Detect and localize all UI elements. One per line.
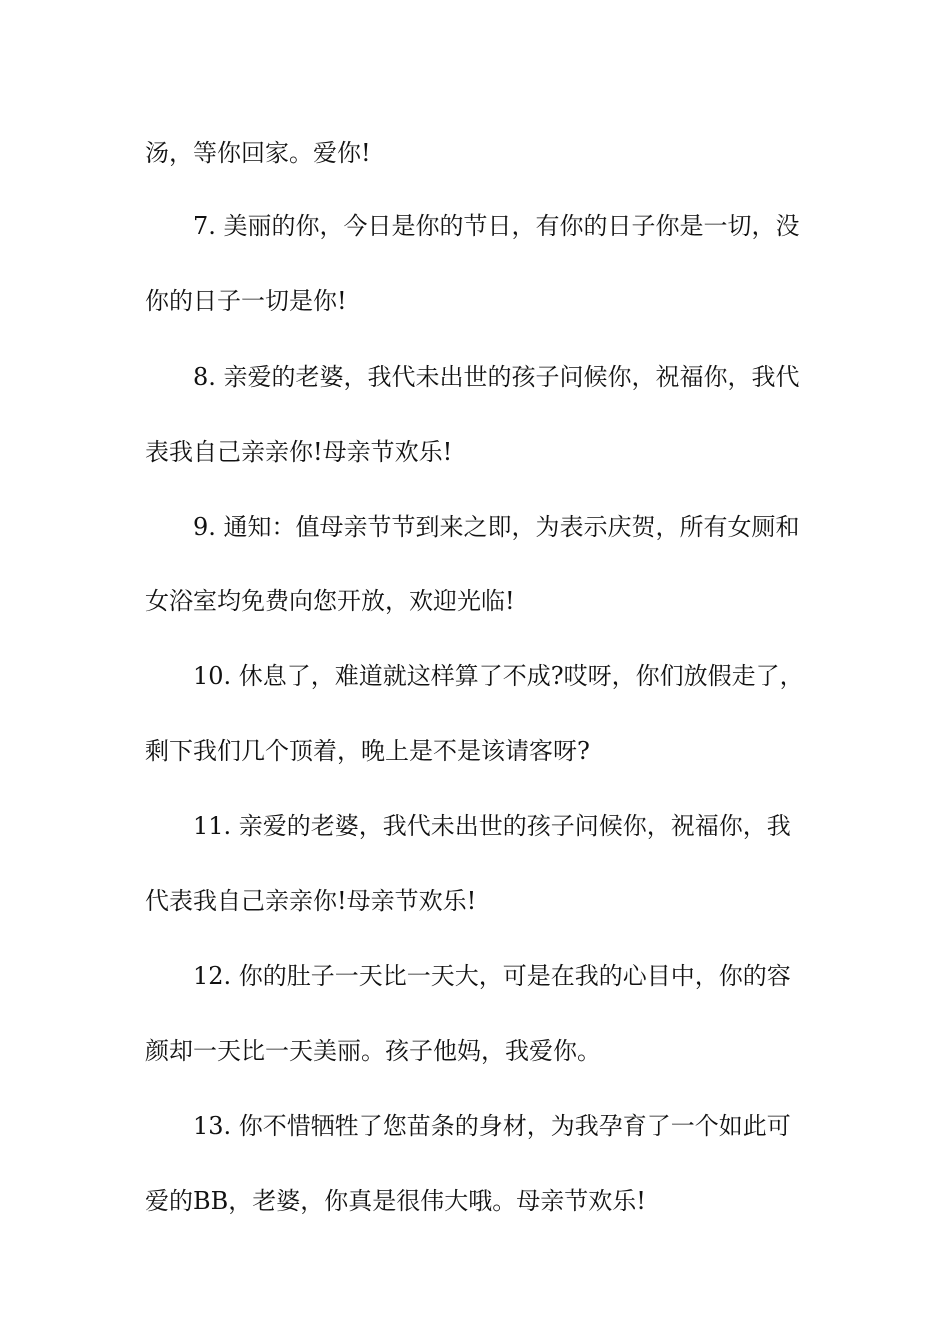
text-line: 爱的BB，老婆，你真是很伟大哦。母亲节欢乐! — [145, 1187, 646, 1215]
text-line: 汤，等你回家。爱你! — [145, 139, 371, 167]
text-line: 10. 休息了，难道就这样算了不成?哎呀，你们放假走了， — [193, 662, 804, 690]
text-line: 12. 你的肚子一天比一天大，可是在我的心目中，你的容 — [193, 962, 791, 990]
text-line: 8. 亲爱的老婆，我代未出世的孩子问候你，祝福你，我代 — [193, 363, 800, 391]
text-line: 女浴室均免费向您开放，欢迎光临! — [145, 587, 515, 615]
text-line: 表我自己亲亲你!母亲节欢乐! — [145, 438, 453, 466]
text-line: 代表我自己亲亲你!母亲节欢乐! — [145, 887, 477, 915]
text-line: 13. 你不惜牺牲了您苗条的身材，为我孕育了一个如此可 — [193, 1112, 791, 1140]
text-line: 9. 通知：值母亲节节到来之即，为表示庆贺，所有女厕和 — [193, 513, 800, 541]
text-line: 7. 美丽的你，今日是你的节日，有你的日子你是一切，没 — [193, 212, 800, 240]
text-line: 11. 亲爱的老婆，我代未出世的孩子问候你，祝福你，我 — [193, 812, 791, 840]
text-line: 你的日子一切是你! — [145, 287, 347, 315]
text-line: 剩下我们几个顶着，晚上是不是该请客呀? — [145, 737, 590, 765]
text-line: 颜却一天比一天美丽。孩子他妈，我爱你。 — [145, 1037, 601, 1065]
